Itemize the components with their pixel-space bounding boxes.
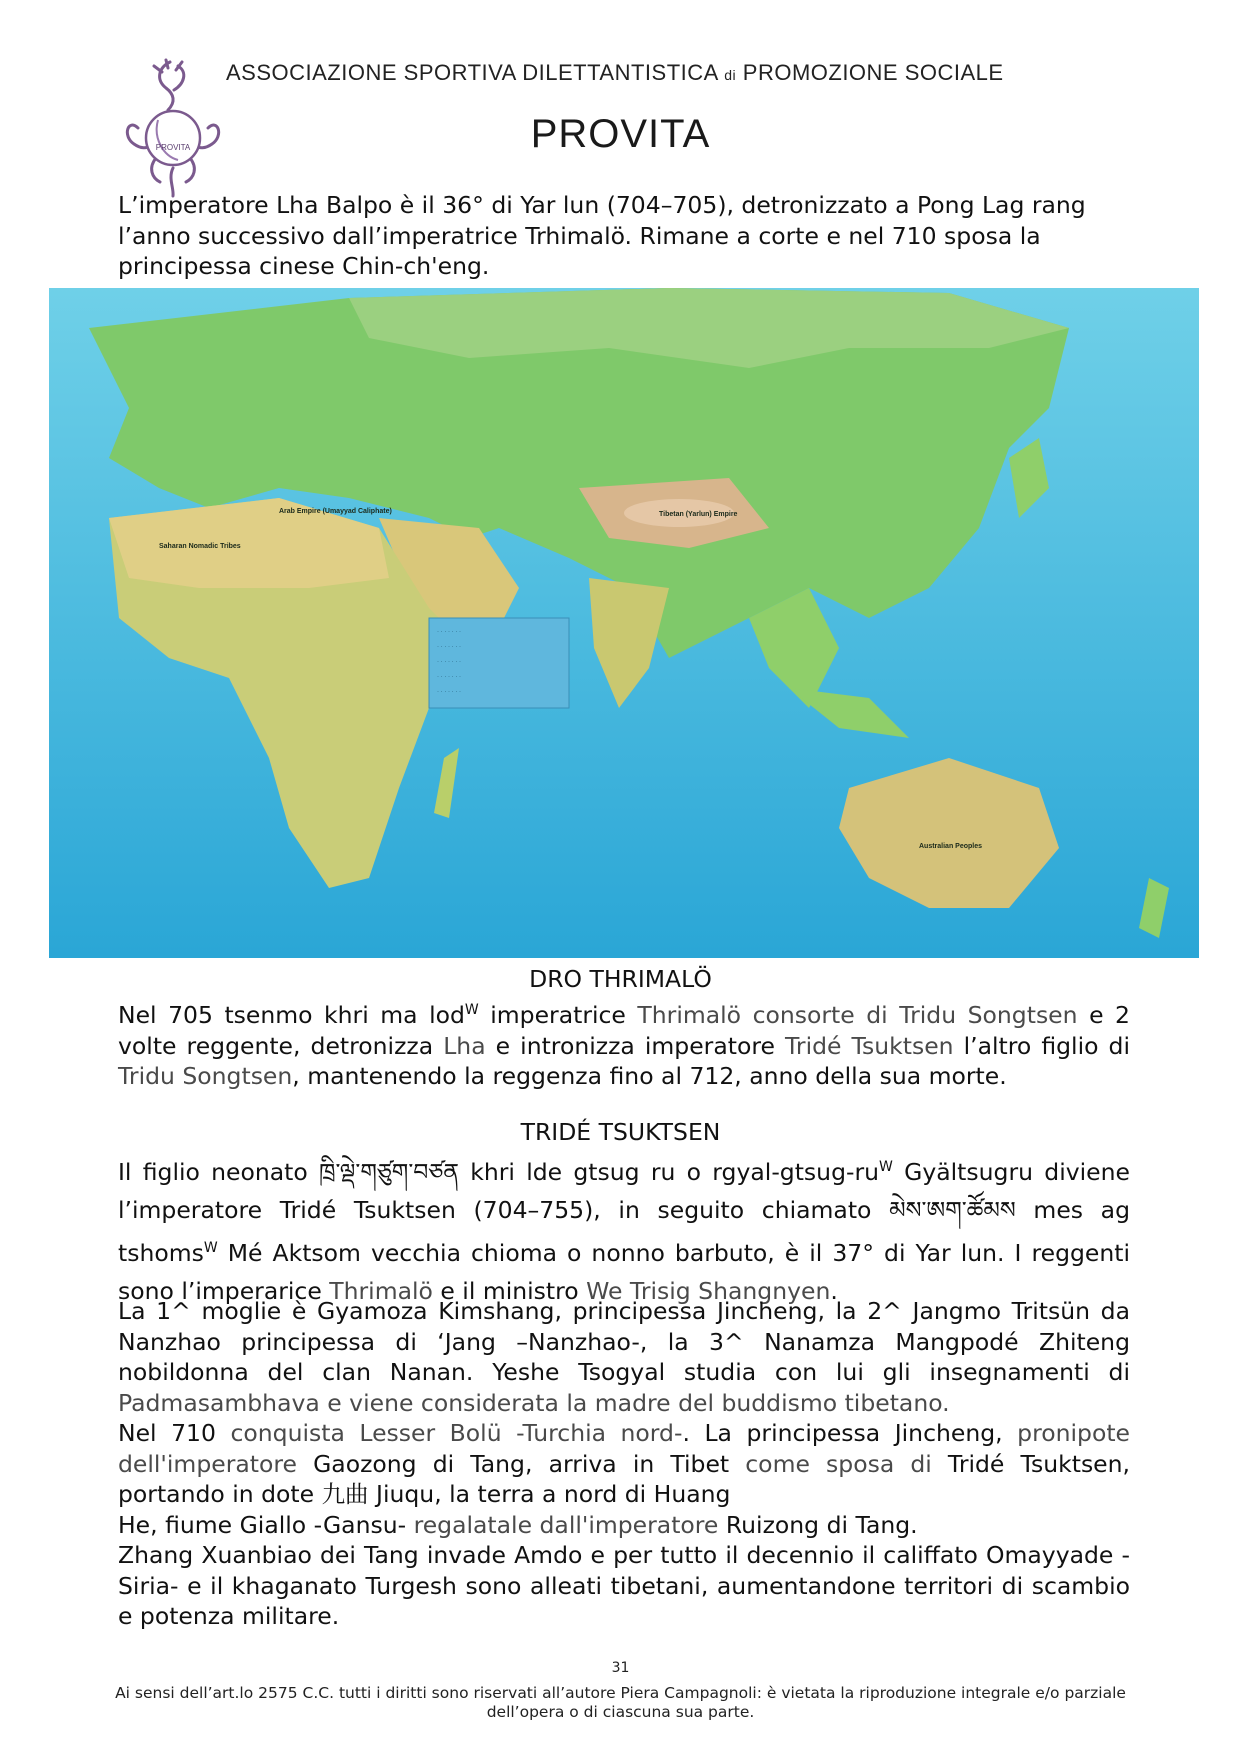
tride-p3d: pronipote dell'imperatore	[118, 1419, 1131, 1478]
tride-p3e: Gaozong di Tang	[313, 1449, 525, 1478]
tride-sup2: W	[203, 1240, 218, 1256]
tride-p3f: , arriva in Tibet	[524, 1449, 746, 1478]
dro-t1: Nel 705 tsenmo khri ma lod	[118, 1001, 465, 1029]
tride-p4a: He, fiume Giallo -Gansu-	[118, 1510, 414, 1539]
map-label-arab: Arab Empire (Umayyad Caliphate)	[279, 508, 392, 515]
tride-p1b: khri lde gtsug ru o rgyal-gtsug-ru	[458, 1158, 880, 1186]
tride-p1d: mes ag tshoms	[118, 1196, 1131, 1267]
tride-p1e: Mé Aktsom vecchia chioma o nonno barbuto, è il 37° di Yar lun. I reggenti sono l’imperarice	[118, 1239, 1130, 1305]
tride-p4c: Ruizong di Tang	[725, 1510, 911, 1539]
section-title-tride: TRIDÉ TSUKTSEN	[520, 1118, 721, 1146]
map-label-australia: Australian Peoples	[919, 843, 983, 850]
tride-p3g: come sposa di	[745, 1449, 948, 1478]
section-title-dro: DRO THRIMALÖ	[529, 965, 712, 993]
tride-p3b: conquista Lesser Bolü -Turchia nord-	[230, 1419, 683, 1447]
svg-text:· · · · · · ·: · · · · · · ·	[437, 644, 461, 650]
tibetan-script-1: ཁྲི་ལྡེ་གཙུག་བཙན	[319, 1158, 459, 1186]
copyright-notice: Ai sensi dell’art.lo 2575 C.C. tutti i diritti sono riservati all’autore Piera Campagnoli: è vietata la riproduzione integrale e/o parziale dell’opera o di ciascuna sua parte.	[115, 1684, 1126, 1721]
page-number: 31	[611, 1660, 630, 1676]
association-main: ASSOCIAZIONE SPORTIVA DILETTANTISTICA	[226, 60, 718, 85]
association-name	[226, 60, 1004, 86]
svg-text:· · · · · · ·: · · · · · · ·	[437, 674, 461, 680]
tride-text-1	[118, 1148, 1130, 1310]
dro-t6: e intronizza imperatore	[485, 1031, 785, 1060]
tride-p3c: . La principessa Jincheng,	[682, 1419, 1018, 1447]
tride-sup1: W	[879, 1159, 893, 1175]
tride-p1c: Gyältsugru diviene l’imperatore Tridé Tsuktsen (704–755), in seguito chiamato	[118, 1158, 1130, 1224]
tride-p1f: Thrimalö	[329, 1277, 433, 1305]
tride-p2a: La 1^ moglie è Gyamoza Kimshang, principessa Jincheng, la 2^ Jangmo Tritsün da Nanzhao principessa di ‘Jang –Nanzhao-, la 3^ Nanamza Mangpodé Zhiteng nobildonna del clan Nanan. Yeshe Tsogyal studia con lui gli insegnamenti di	[118, 1297, 1130, 1386]
dro-text	[118, 995, 1130, 1092]
tride-p3h: Tridé Tsuktsen, portando in dote	[118, 1449, 1131, 1508]
tride-p2b: Padmasambhava e viene considerata la madre del buddismo tibetano.	[118, 1388, 950, 1417]
tride-p1g: e il ministro	[432, 1277, 587, 1305]
dro-t4: e 2 volte reggente, detronizza	[118, 1001, 1130, 1060]
tride-p3a: Nel 710	[118, 1419, 231, 1447]
svg-text:· · · · · · ·: · · · · · · ·	[437, 629, 461, 635]
dro-t7: Tridé Tsuktsen	[785, 1031, 954, 1060]
tride-p1i: .	[830, 1277, 838, 1305]
map-label-sahara: Saharan Nomadic Tribes	[159, 543, 241, 550]
tride-paragraph-2	[118, 1296, 1130, 1632]
tride-text-5: Zhang Xuanbiao dei Tang invade Amdo e per tutto il decennio il califfato Omayyade -Siria- e il khaganato Turgesh sono alleati tibetani, aumentandone territori di scambio e potenza militare.	[118, 1541, 1130, 1630]
svg-text:· · · · · · ·: · · · · · · ·	[437, 689, 461, 695]
tride-text-4	[118, 1510, 1130, 1541]
dro-paragraph	[118, 995, 1130, 1092]
tride-paragraph-1	[118, 1148, 1130, 1310]
tride-p1h: We Trisig Shangnyen	[586, 1277, 831, 1305]
tride-p3i: Jiuqu, la terra a nord di Huang	[368, 1480, 731, 1508]
dro-t2: imperatrice	[478, 1001, 638, 1029]
intro-paragraph	[118, 190, 1130, 282]
tride-p1a: Il figlio neonato	[118, 1158, 320, 1186]
association-di: di	[724, 67, 737, 83]
dro-t3: Thrimalö consorte di Tridu Songtsen	[637, 1001, 1078, 1029]
intro-text: L’imperatore Lha Balpo è il 36° di Yar lun (704–705), detronizzato a Pong Lag rang l’anno successivo dall’imperatrice Trhimalö. Rimane a corte e nel 710 sposa la principessa cinese Chin-ch'eng.	[118, 191, 1086, 280]
dro-t10: , mantenendo la reggenza fino al 712, anno della sua morte.	[292, 1062, 1007, 1090]
association-tail: PROMOZIONE SOCIALE	[742, 60, 1004, 85]
tride-p4d: .	[910, 1510, 918, 1539]
chinese-characters: 九曲	[321, 1480, 369, 1508]
page-title: PROVITA	[530, 112, 711, 156]
logo-text: PROVITA	[155, 143, 191, 152]
dro-t8: l’altro figlio di	[953, 1031, 1130, 1060]
tibetan-script-2: མེས་ཨག་ཚོམས	[889, 1196, 1016, 1224]
tride-text-3	[118, 1418, 1130, 1510]
map-label-tibet: Tibetan (Yarlun) Empire	[659, 511, 738, 518]
world-map-image	[49, 288, 1199, 958]
dro-t5: Lha	[443, 1031, 486, 1060]
tride-text-2	[118, 1296, 1130, 1418]
tride-p4b: regalatale dall'imperatore	[413, 1510, 726, 1539]
svg-text:· · · · · · ·: · · · · · · ·	[437, 659, 461, 665]
dro-sup: W	[464, 1002, 479, 1018]
dro-t9: Tridu Songtsen	[118, 1062, 293, 1090]
